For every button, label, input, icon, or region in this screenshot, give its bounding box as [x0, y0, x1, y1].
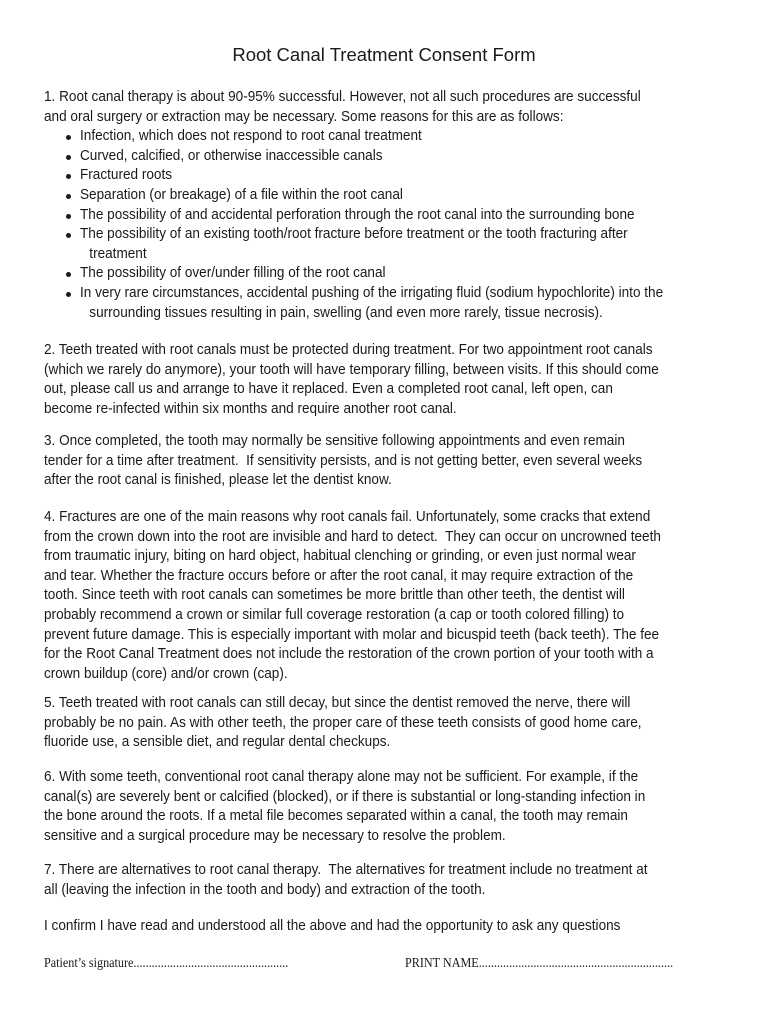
paragraph-line: I confirm I have read and understood all the above and had the opportunity to ask any questions — [44, 918, 621, 934]
list-item — [44, 127, 744, 147]
paragraph-1 — [44, 88, 744, 323]
bullet-icon — [66, 272, 71, 277]
paragraph-line: probably recommend a crown or similar full coverage restoration (a cap or tooth colored filling) to — [44, 606, 625, 623]
paragraph-line: sensitive and a surgical procedure may be necessary to resolve the problem. — [44, 827, 506, 844]
bullet-icon — [66, 135, 71, 140]
list-item — [44, 166, 744, 186]
list-item — [44, 264, 744, 284]
patient-signature-line[interactable] — [44, 955, 288, 971]
paragraph-line: the bone around the roots. If a metal file becomes separated within a canal, the tooth may remain — [44, 808, 628, 825]
paragraph-line: after the root canal is finished, please let the dentist know. — [44, 472, 392, 489]
list-item-text: Infection, which does not respond to root canal treatment — [80, 128, 422, 145]
paragraph-line: for the Root Canal Treatment does not include the restoration of the crown portion of your tooth with a — [44, 646, 654, 663]
paragraph-3 — [44, 432, 744, 491]
paragraph-4 — [44, 508, 744, 684]
list-item-text: surrounding tissues resulting in pain, swelling (and even more rarely, tissue necrosis). — [89, 304, 603, 321]
patient-signature-label: Patient’s signature — [44, 955, 134, 970]
paragraph-line: fluoride use, a sensible diet, and regular dental checkups. — [44, 734, 391, 751]
paragraph-line: 1. Root canal therapy is about 90-95% successful. However, not all such procedures are successful — [44, 89, 641, 105]
paragraph-line: crown buildup (core) and/or crown (cap). — [44, 665, 288, 682]
bullet-icon — [66, 292, 71, 297]
paragraph-line: tender for a time after treatment. If sensitivity persists, and is not getting better, even several weeks — [44, 452, 643, 469]
paragraph-line: from traumatic injury, biting on hard object, habitual clenching or grinding, or even just normal wear — [44, 548, 636, 565]
paragraph-7 — [44, 861, 744, 900]
list-item-text: The possibility of over/under filling of the root canal — [80, 265, 386, 282]
print-name-line[interactable] — [405, 955, 673, 971]
paragraph-line: and oral surgery or extraction may be necessary. Some reasons for this are as follows: — [44, 108, 564, 125]
list-item-text: In very rare circumstances, accidental pushing of the irrigating fluid (sodium hypochlorite) into the — [80, 284, 664, 301]
paragraph-line: prevent future damage. This is especially important with molar and bicuspid teeth (back teeth). The fee — [44, 626, 660, 643]
paragraph-line: out, please call us and arrange to have it replaced. Even a completed root canal, left open, can — [44, 381, 613, 398]
bullet-icon — [66, 155, 71, 160]
list-item — [44, 186, 744, 206]
paragraph-line: become re-infected within six months and require another root canal. — [44, 400, 457, 417]
paragraph-line: and tear. Whether the fracture occurs before or after the root canal, it may require extraction of the — [44, 567, 634, 584]
list-item-text: Separation (or breakage) of a file within the root canal — [80, 186, 403, 203]
patient-signature-dots: ................................................... — [133, 955, 289, 970]
paragraph-line: 6. With some teeth, conventional root canal therapy alone may not be sufficient. For example, if the — [44, 769, 639, 785]
page-title: Root Canal Treatment Consent Form — [232, 44, 536, 65]
bullet-icon — [66, 194, 71, 199]
paragraph-line: 5. Teeth treated with root canals can still decay, but since the dentist removed the nerve, there will — [44, 695, 631, 711]
print-name-label: PRINT NAME — [405, 955, 479, 970]
list-item-text: treatment — [89, 245, 147, 262]
list-item — [44, 147, 744, 167]
paragraph-6 — [44, 768, 744, 846]
list-item-text: The possibility of and accidental perforation through the root canal into the surrounding bone — [80, 206, 635, 223]
paragraph-line: probably be no pain. As with other teeth, the proper care of these teeth consists of good home care, — [44, 714, 642, 731]
bullet-icon — [66, 214, 71, 219]
list-item-text: Curved, calcified, or otherwise inaccessible canals — [80, 147, 383, 164]
paragraph-line: 2. Teeth treated with root canals must be protected during treatment. For two appointment root canals — [44, 342, 653, 358]
bullet-icon — [66, 174, 71, 179]
paragraph-line: (which we rarely do anymore), your tooth will have temporary filling, between visits. If this should come — [44, 361, 659, 378]
paragraph-line: from the crown down into the root are invisible and hard to detect. They can occur on uncrowned teeth — [44, 528, 661, 545]
paragraph-line: 4. Fractures are one of the main reasons why root canals fail. Unfortunately, some cracks that extend — [44, 509, 651, 525]
paragraph-5 — [44, 694, 744, 753]
list-item — [44, 225, 744, 264]
bullet-icon — [66, 233, 71, 238]
list-item-text: The possibility of an existing tooth/root fracture before treatment or the tooth fracturing after — [80, 226, 628, 243]
paragraph-line: 3. Once completed, the tooth may normally be sensitive following appointments and even remain — [44, 433, 625, 449]
paragraph-8 — [44, 917, 744, 937]
list-item — [44, 284, 744, 323]
paragraph-line: all (leaving the infection in the tooth and body) and extraction of the tooth. — [44, 881, 486, 898]
paragraph-2 — [44, 341, 744, 419]
paragraph-line: tooth. Since teeth with root canals can sometimes be more brittle than other teeth, the dentist will — [44, 587, 625, 604]
paragraph-line: 7. There are alternatives to root canal therapy. The alternatives for treatment include no treatment at — [44, 862, 648, 878]
print-name-dots: ................................................................ — [478, 955, 674, 970]
list-item — [44, 206, 744, 226]
list-item-text: Fractured roots — [80, 167, 173, 184]
paragraph-line: canal(s) are severely bent or calcified (blocked), or if there is substantial or long-standing infection in — [44, 788, 646, 805]
